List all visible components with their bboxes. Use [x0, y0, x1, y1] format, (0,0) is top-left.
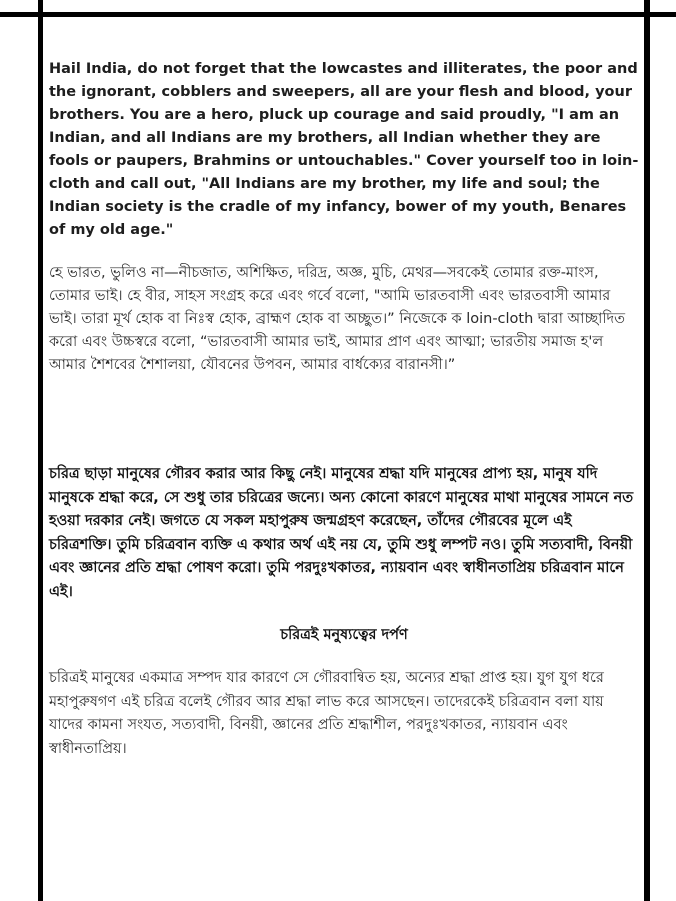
- left-border-line: [38, 0, 43, 901]
- section-paragraph: চরিত্রই মানুষের একমাত্র সম্পদ যার কারণে সে গৌরবান্বিত হয়, অন্যের শ্রদ্ধা প্রাপ্ত হয়। যুগ যুগ ধরে মহাপুরুষগণ এই চরিত্র বলেই গৌরব আর শ্রদ্ধা লাভ করে আসছেন। তাদেরকেই চরিত্রবান বলা যায় যাদের কামনা সংযত, সত্যবাদী, বিনয়ী, জ্ঞানের প্রতি শ্রদ্ধাশীল, পরদুঃখকাতর, ন্যায়বান এবং স্বাধীনতাপ্রিয়।: [49, 670, 604, 757]
- character-paragraph: চরিত্র ছাড়া মানুষের গৌরব করার আর কিছু নেই। মানুষের শ্রদ্ধা যদি মানুষের প্রাপ্য হয়, মানুষ যদি মানুষকে শ্রদ্ধা করে, সে শুধু তার চরিত্রের জন্যে। অন্য কোনো কারণে মানুষের মাথা মানুষের সামনে নত হওয়া দরকার নেই। জগতে যে সকল মহাপুরুষ জন্মগ্রহণ করেছেন, তাঁদের গৌরবের মূলে এই চরিত্রশক্তি। তুমি চরিত্রবান ব্যক্তি এ কথার অর্থ এই নয় যে, তুমি শুধু লম্পট নও। তুমি সত্যবাদী, বিনয়ী এবং জ্ঞানের প্রতি শ্রদ্ধা পোষণ করো। তুমি পরদুঃখকাতর, ন্যায়বান এবং স্বাধীনতাপ্রিয় চরিত্রবান মানে এই।: [49, 466, 634, 600]
- right-border-line: [644, 0, 650, 901]
- bengali-translation-paragraph: হে ভারত, ভুলিও না—নীচজাত, অশিক্ষিত, দরিদ্র, অজ্ঞ, মুচি, মেথর—সবকেই তোমার রক্ত-মাংস, তোমার ভাই। হে বীর, সাহস সংগ্রহ করে এবং গর্বে বলো, "আমি ভারতবাসী এবং ভারতবাসী আমার ভাই। তারা মূর্খ হোক বা নিঃস্ব হোক, ব্রাহ্মণ হোক বা অচ্ছুত।” নিজেকে ক loin-cloth দ্বারা আচ্ছাদিত করো এবং উচ্চস্বরে বলো, “ভারতবাসী আমার ভাই, আমার প্রাণ এবং আত্মা; ভারতীয় সমাজ হ'ল আমার শৈশবের শৈশালয়া, যৌবনের উপবন, আমার বার্ধক্যের বারানসী।”: [49, 265, 626, 373]
- english-paragraph: Hail India, do not forget that the lowcastes and illiterates, the poor and the ignorant, cobblers and sweepers, all are your flesh and blood, your brothers. You are a hero, pluck up courage and said proudly, "I am an Indian, and all Indians are my brothers, all Indian whether they are fools or paupers, Brahmins or untouchables." Cover yourself too in loin-cloth and call out, "All Indians are my brother, my life and soul; the Indian society is the cradle of my infancy, bower of my youth, Benares of my old age.": [49, 61, 639, 238]
- top-border-line: [0, 12, 676, 17]
- section-heading: চরিত্রই মনুষ্যত্বের দর্পণ: [280, 627, 408, 643]
- document-body: [49, 58, 639, 761]
